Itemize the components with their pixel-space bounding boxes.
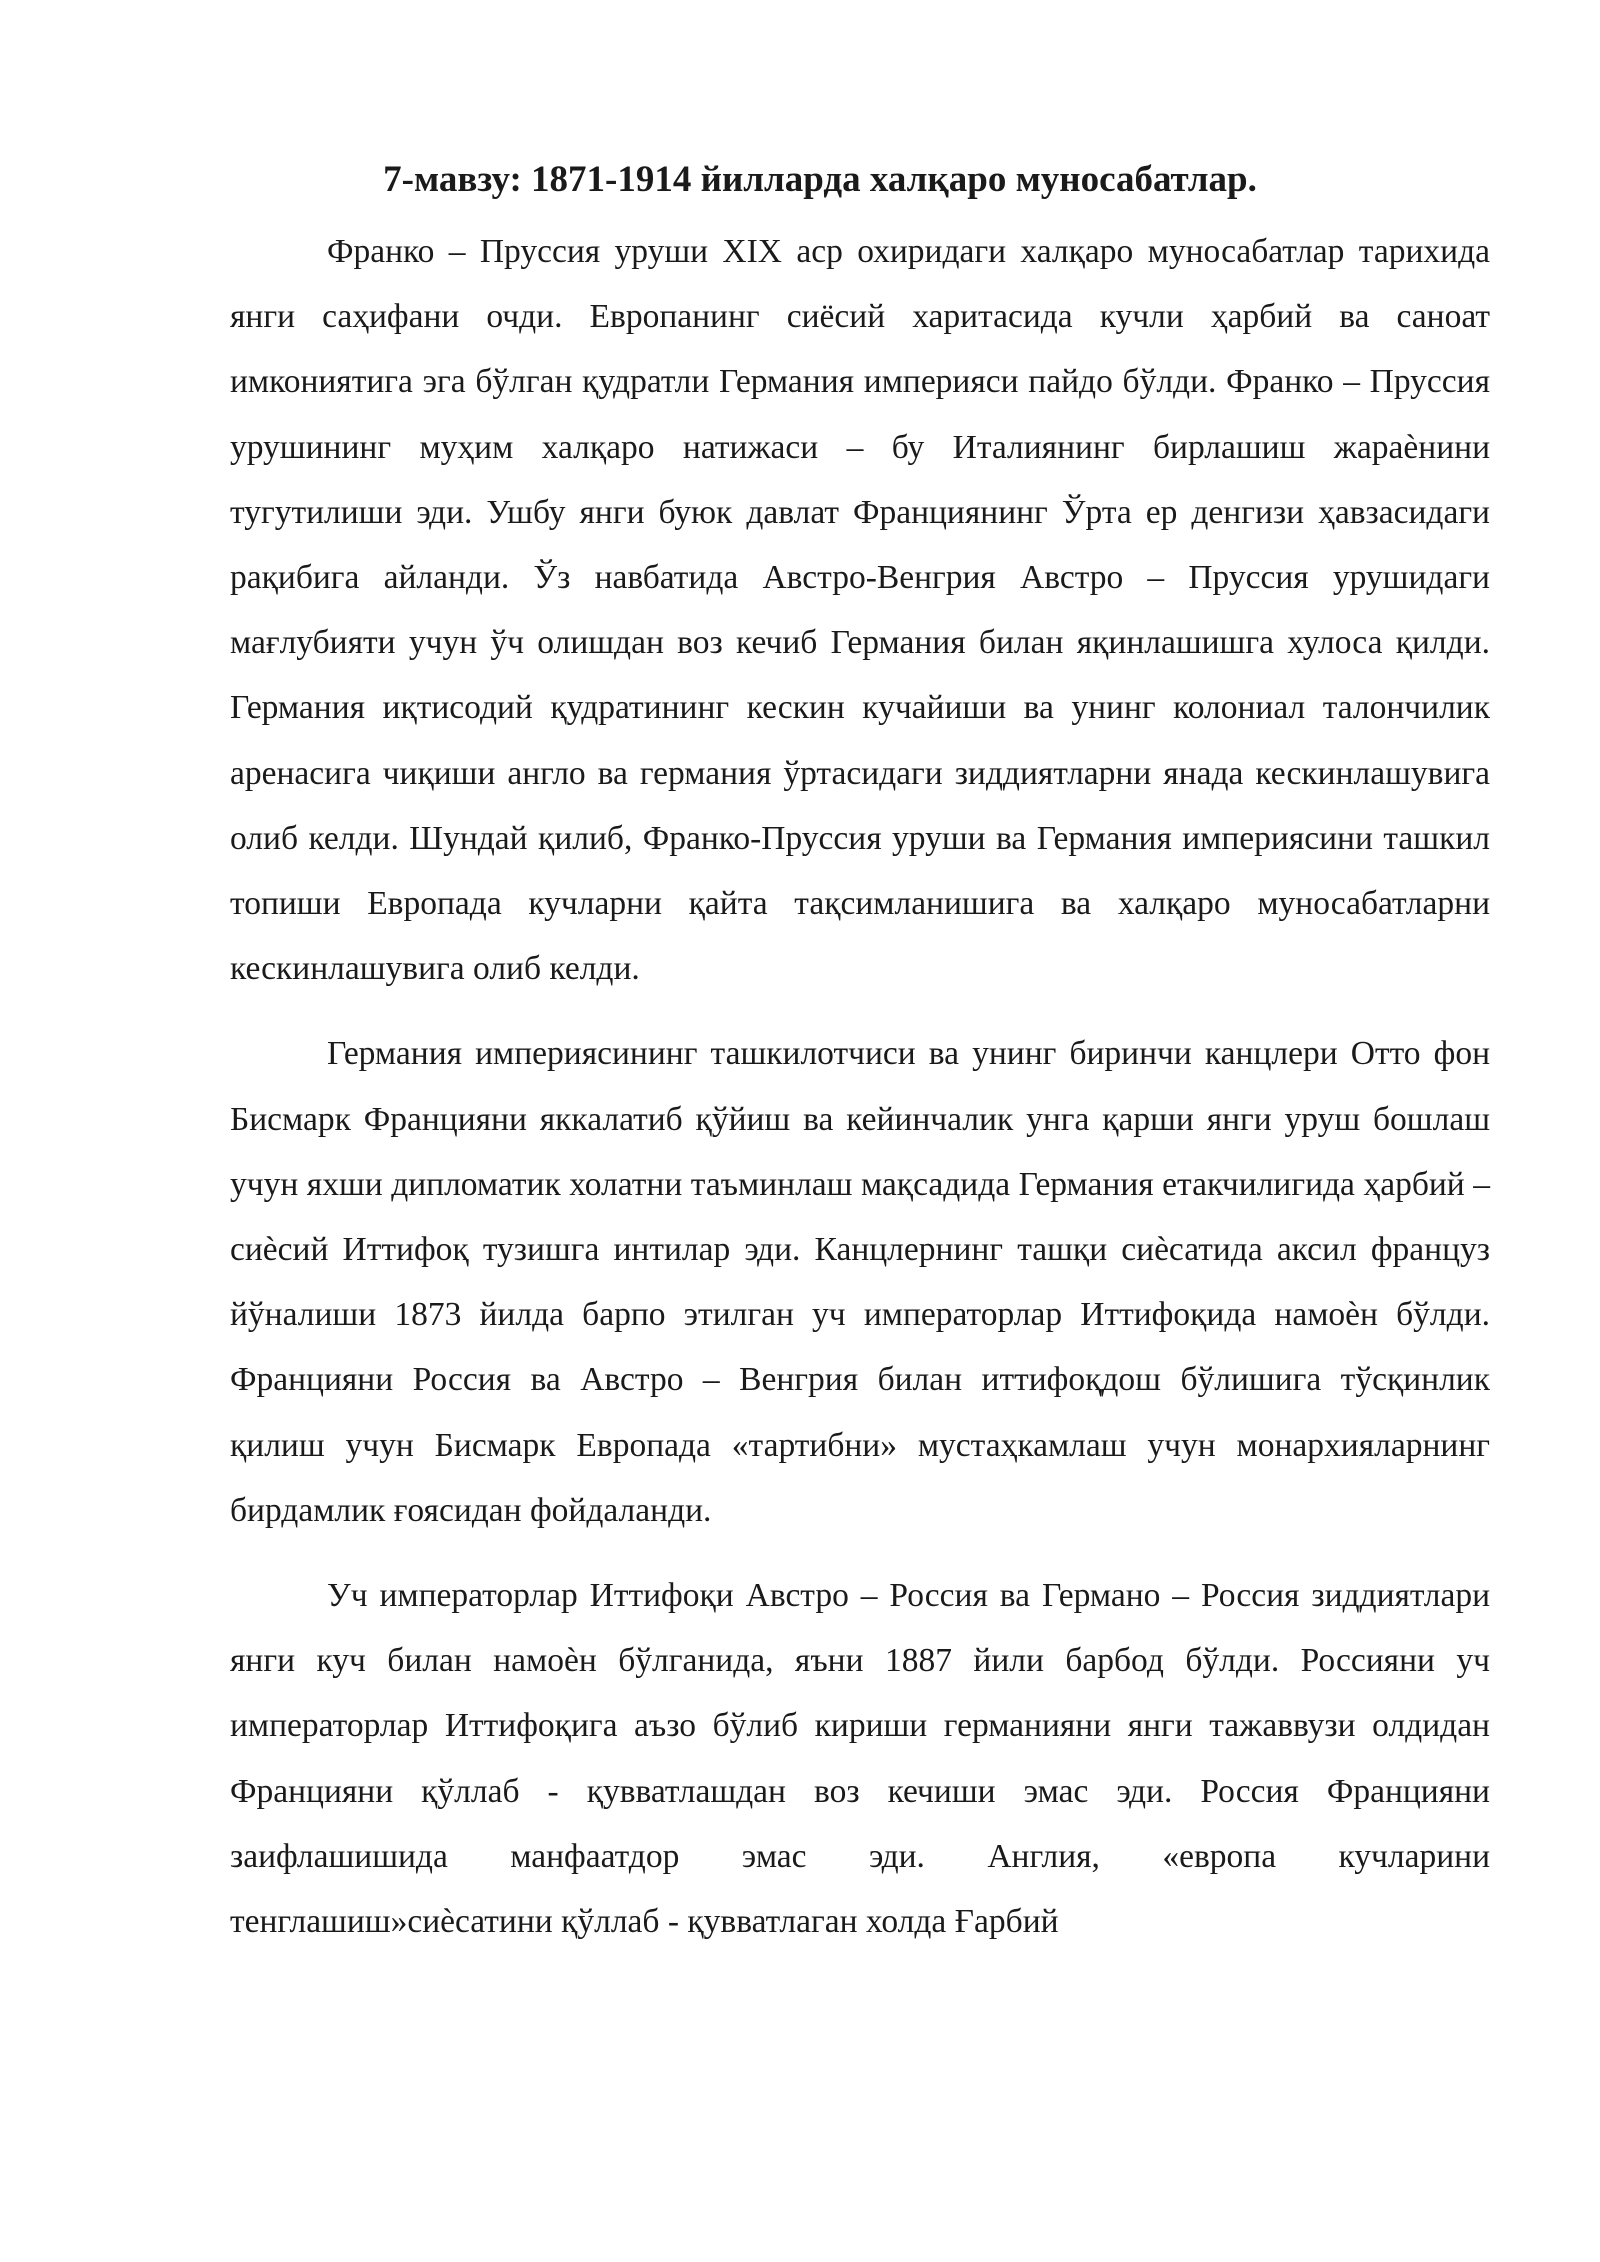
paragraph-2: Германия империясининг ташкилотчиси ва унинг биринчи канцлери Отто фон Бисмарк Францияни яккалатиб қўйиш ва кейинчалик унга қарши янги уруш бошлаш учун яхши дипломатик холатни таъминлаш мақсадида Германия етакчилигида ҳарбий – сиѐсий Иттифоқ тузишга интилар эди. Канцлернинг ташқи сиѐсатида аксил француз йўналиши 1873 йилда барпо этилган уч императорлар Иттифоқида намоѐн бўлди. Францияни Россия ва Австро – Венгрия билан иттифоқдош бўлишига тўсқинлик қилиш учун Бисмарк Европада «тартибни» мустаҳкамлаш учун монархияларнинг бирдамлик ғоясидан фойдаланди. <box>230 1035 1490 1529</box>
paragraph-3: Уч императорлар Иттифоқи Австро – Россия ва Германо – Россия зиддиятлари янги куч билан намоѐн бўлганида, яъни 1887 йили барбод бўлди. Россияни уч императорлар Иттифоқига аъзо бўлиб кириши германияни янги тажаввузи олдидан Францияни қўллаб - қувватлашдан воз кечиши эмас эди. Россия Францияни заифлашишида манфаатдор эмас эди. Англия, «европа кучларини тенглашиш»сиѐсатини қўллаб - қувватлаган холда Ғарбий <box>230 1577 1490 1941</box>
document-body <box>230 219 1490 1974</box>
paragraph-1: Франко – Пруссия уруши XIX аср охиридаги халқаро муносабатлар тарихида янги саҳифани очди. Европанинг сиёсий харитасида кучли ҳарбий ва саноат имкониятига эга бўлган қудратли Германия империяси пайдо бўлди. Франко – Пруссия урушининг муҳим халқаро натижаси – бу Италиянинг бирлашиш жараѐнини тугутилиши эди. Ушбу янги буюк давлат Франциянинг Ўрта ер денгизи ҳавзасидаги рақибига айланди. Ўз навбатида Австро-Венгрия Австро – Пруссия урушидаги мағлубияти учун ўч олишдан воз кечиб Германия билан яқинлашишга хулоса қилди. Германия иқтисодий қудратининг кескин кучайиши ва унинг колониал талончилик аренасига чиқиши англо ва германия ўртасидаги зиддиятларни янада кескинлашувига олиб келди. Шундай қилиб, Франко-Пруссия уруши ва Германия империясини ташкил топиши Европада кучларни қайта тақсимланишига ва халқаро муносабатларни кескинлашувига олиб келди. <box>230 233 1490 988</box>
page-title: 7-мавзу: 1871-1914 йилларда халқаро муносабатлар. <box>383 159 1257 200</box>
